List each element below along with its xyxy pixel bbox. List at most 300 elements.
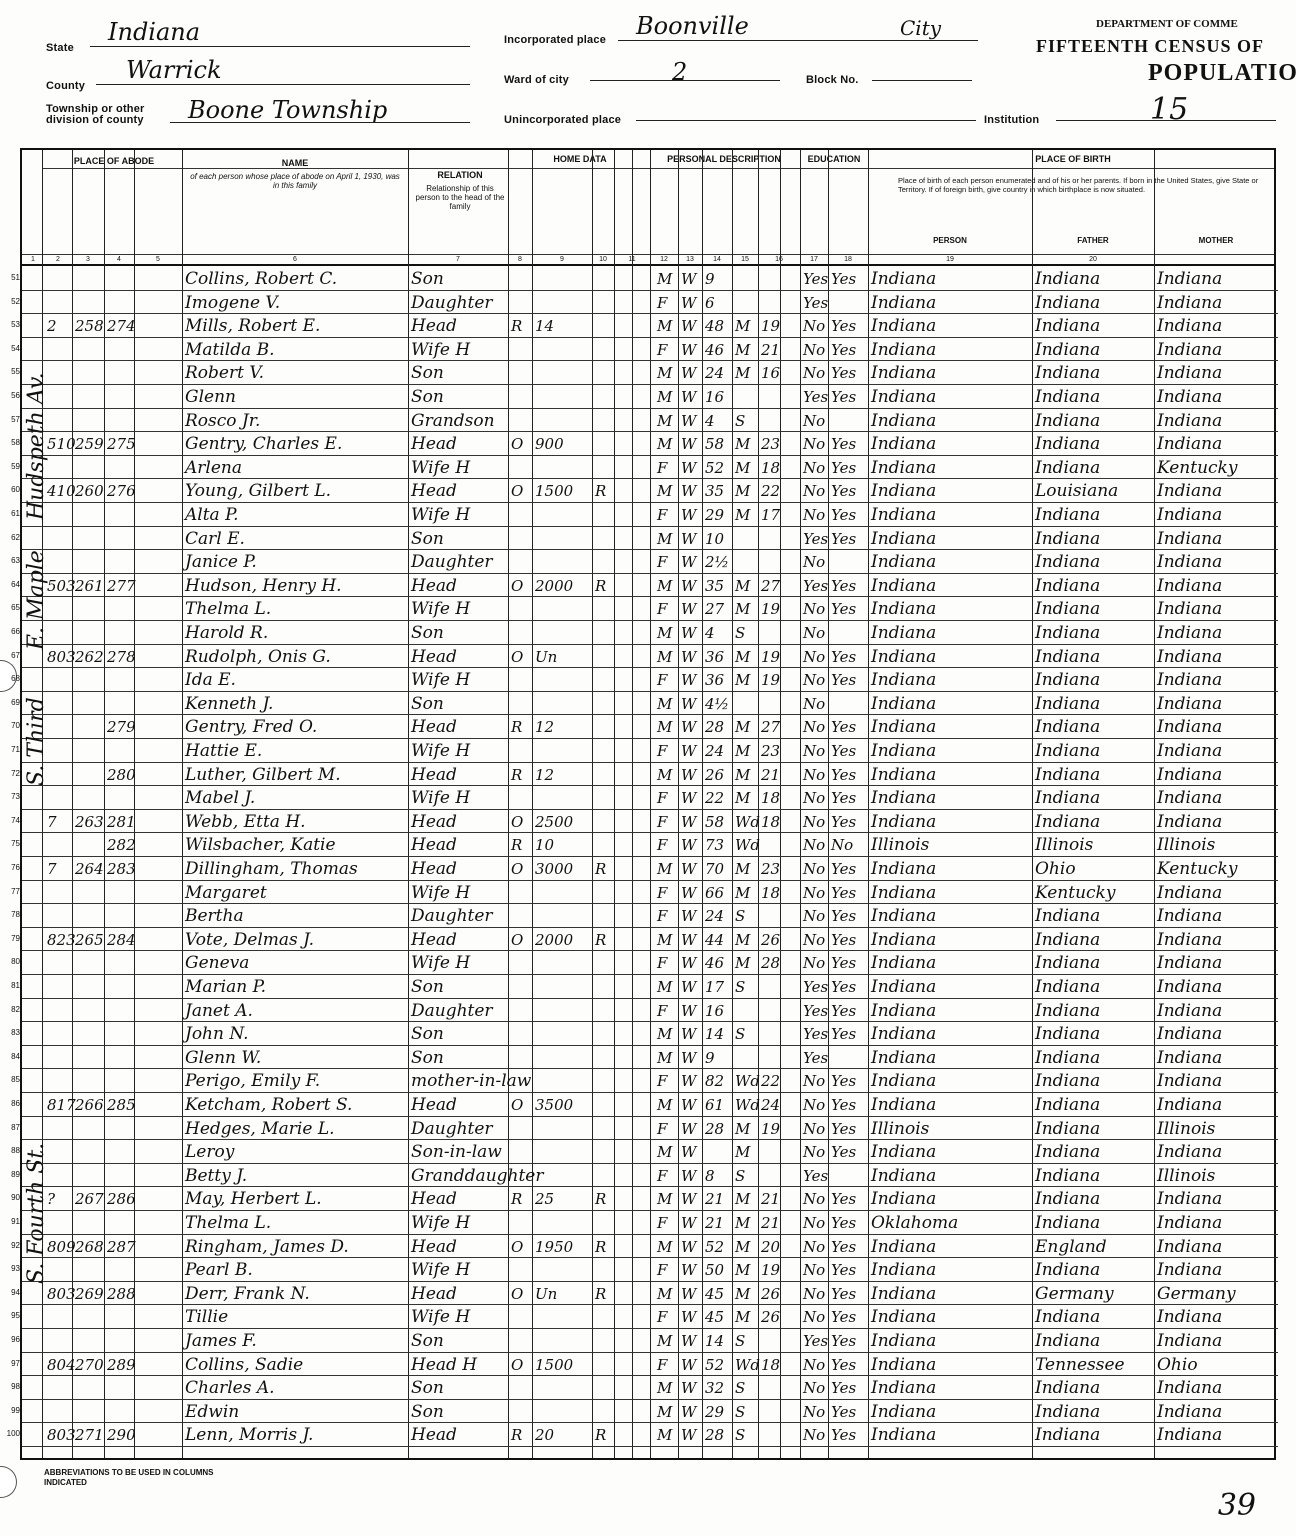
name-cell: Bertha xyxy=(185,906,244,927)
age-married-cell: 20 xyxy=(761,1237,781,1256)
name-cell: Ida E. xyxy=(185,670,236,691)
value-cell xyxy=(535,549,591,573)
family-cell: 286 xyxy=(107,1190,136,1209)
dwelling-cell xyxy=(75,360,103,384)
name-cell: Mills, Robert E. xyxy=(185,316,321,337)
abbreviations-footer xyxy=(20,1462,1276,1536)
marital-cell: M xyxy=(735,482,751,501)
radio-cell: R xyxy=(595,930,607,949)
birth-cell: Indiana xyxy=(871,670,937,691)
line-number: 65 xyxy=(11,603,20,613)
father-cell: Indiana xyxy=(1035,434,1101,455)
birth-cell: Indiana xyxy=(871,1189,937,1210)
marital-cell xyxy=(735,384,757,408)
line-number: 96 xyxy=(11,1335,20,1344)
table-row xyxy=(11,337,1278,361)
father-cell: Indiana xyxy=(1035,269,1101,289)
radio-cell xyxy=(595,1210,613,1234)
read-cell: Yes xyxy=(831,600,857,619)
radio-cell xyxy=(595,431,613,455)
radio-cell xyxy=(595,1328,613,1352)
race-cell: W xyxy=(681,1332,697,1350)
line-number: 79 xyxy=(11,933,20,943)
punch-hole xyxy=(0,1466,17,1498)
school-cell: No xyxy=(803,1284,826,1303)
father-cell: Indiana xyxy=(1035,575,1101,596)
name-cell: Glenn W. xyxy=(185,1047,262,1068)
birth-column-desc: Place of birth of each person enumerated and of his or her parents. If born in the United States, give State or Territory. If of foreign birth, give country in which birthplace is now situated. xyxy=(898,176,1259,194)
marital-cell: S xyxy=(735,1025,746,1044)
marital-cell: M xyxy=(735,1261,751,1280)
family-cell xyxy=(107,408,133,432)
age-cell: 4½ xyxy=(705,694,730,713)
mother-cell: Illinois xyxy=(1157,1165,1216,1186)
house-cell xyxy=(47,1068,71,1092)
father-cell: Indiana xyxy=(1035,1000,1101,1021)
read-cell: Yes xyxy=(831,270,857,288)
line-number: 56 xyxy=(11,391,20,400)
radio-cell xyxy=(595,408,613,432)
name-cell: Janet A. xyxy=(185,1000,253,1021)
dwelling-cell: 262 xyxy=(75,647,104,666)
line-number: 77 xyxy=(11,886,20,896)
table-row xyxy=(11,1304,1278,1328)
read-cell: Yes xyxy=(831,458,857,477)
house-cell: 2 xyxy=(47,317,57,336)
name-cell: John N. xyxy=(185,1024,249,1045)
race-cell: W xyxy=(681,765,697,784)
family-cell: 277 xyxy=(107,576,136,595)
relation-cell: Wife H xyxy=(411,670,471,691)
read-cell: Yes xyxy=(831,954,857,973)
house-cell: 803 xyxy=(47,1284,76,1303)
relation-cell: Head H xyxy=(411,1354,478,1375)
house-cell xyxy=(47,360,71,384)
name-cell: Glenn xyxy=(185,387,236,407)
tenure-cell xyxy=(511,502,531,526)
radio-cell xyxy=(595,950,613,974)
house-cell xyxy=(47,974,71,998)
read-cell: Yes xyxy=(831,718,857,737)
value-cell xyxy=(535,1163,591,1187)
dwelling-cell xyxy=(75,1399,103,1423)
father-cell: Louisiana xyxy=(1035,481,1119,502)
relation-cell: Head xyxy=(411,646,457,667)
table-row xyxy=(11,785,1278,809)
value-cell xyxy=(535,266,591,290)
family-cell xyxy=(107,880,133,904)
radio-cell xyxy=(595,644,613,668)
age-married-cell xyxy=(761,691,779,715)
name-cell: Betty J. xyxy=(185,1165,248,1186)
birth-cell: Indiana xyxy=(871,481,937,502)
read-cell: Yes xyxy=(831,930,857,949)
father-cell: Indiana xyxy=(1035,339,1101,360)
age-cell: 46 xyxy=(705,954,725,973)
age-married-cell: 27 xyxy=(761,576,781,595)
mother-cell: Indiana xyxy=(1157,316,1223,337)
age-cell: 16 xyxy=(705,388,725,406)
school-cell: No xyxy=(803,1190,826,1209)
sex-cell: M xyxy=(657,411,673,430)
race-cell: W xyxy=(681,718,697,737)
father-cell: Indiana xyxy=(1035,1071,1101,1092)
value-cell: 900 xyxy=(535,435,564,454)
birth-cell: Illinois xyxy=(871,835,930,856)
birth-cell: Indiana xyxy=(871,859,937,879)
tenure-cell xyxy=(511,738,531,762)
birth-cell: Indiana xyxy=(871,906,937,927)
house-cell xyxy=(47,1399,71,1423)
mother-cell: Indiana xyxy=(1157,906,1223,927)
mother-cell: Indiana xyxy=(1157,646,1223,667)
name-cell: Hattie E. xyxy=(185,741,263,761)
line-number: 69 xyxy=(11,697,20,707)
table-row xyxy=(11,998,1278,1022)
school-cell: No xyxy=(803,1119,826,1138)
house-cell xyxy=(47,408,71,432)
sex-cell: F xyxy=(657,812,668,831)
mother-cell: Indiana xyxy=(1157,693,1223,714)
tenure-cell xyxy=(511,1304,531,1328)
mother-cell: Indiana xyxy=(1157,929,1223,950)
birth-cell: Indiana xyxy=(871,977,937,997)
mother-cell: Germany xyxy=(1157,1283,1236,1304)
name-cell: Pearl B. xyxy=(185,1260,253,1281)
school-cell: No xyxy=(803,317,826,336)
header-rule xyxy=(42,168,1274,169)
table-row xyxy=(11,1399,1278,1423)
marital-cell: M xyxy=(735,883,751,902)
census-table xyxy=(6,148,1276,1460)
column-number: 8 xyxy=(518,256,522,263)
school-cell: Yes xyxy=(803,388,829,406)
family-cell xyxy=(107,455,133,479)
marital-cell: Wd xyxy=(735,1096,761,1114)
house-cell xyxy=(47,1139,71,1163)
age-cell: 61 xyxy=(705,1096,725,1114)
sex-cell: F xyxy=(657,458,668,477)
line-number: 86 xyxy=(11,1099,20,1108)
dwelling-cell xyxy=(75,502,103,526)
race-cell: W xyxy=(681,1119,697,1138)
radio-cell xyxy=(595,1399,613,1423)
sex-cell: M xyxy=(657,1025,673,1044)
race-cell: W xyxy=(681,600,697,619)
value-cell xyxy=(535,903,591,927)
age-cell: 28 xyxy=(705,718,725,737)
marital-cell: M xyxy=(735,718,751,737)
school-cell: No xyxy=(803,600,826,619)
birth-cell: Illinois xyxy=(871,1118,930,1139)
age-cell: 8 xyxy=(705,1166,715,1185)
age-cell: 2½ xyxy=(705,553,730,572)
radio-cell xyxy=(595,455,613,479)
family-cell xyxy=(107,785,133,809)
state-label: State xyxy=(46,42,74,54)
sex-cell: M xyxy=(657,576,673,595)
age-cell: 10 xyxy=(705,529,725,548)
relation-cell: Son xyxy=(411,1047,444,1068)
relation-cell: Head xyxy=(411,929,457,950)
value-cell xyxy=(535,502,591,526)
marital-cell: M xyxy=(735,860,751,878)
age-married-cell: 23 xyxy=(761,860,781,878)
dwelling-cell xyxy=(75,714,103,738)
value-cell: 3000 xyxy=(535,860,574,878)
table-row xyxy=(11,644,1278,668)
value-cell xyxy=(535,526,591,550)
sex-cell: M xyxy=(657,647,673,666)
age-married-cell: 19 xyxy=(761,671,781,690)
family-cell xyxy=(107,1116,133,1140)
father-cell: Indiana xyxy=(1035,1095,1101,1115)
family-cell xyxy=(107,738,133,762)
name-cell: Mabel J. xyxy=(185,788,256,809)
read-cell: Yes xyxy=(831,812,857,831)
father-cell: Indiana xyxy=(1035,811,1101,832)
column-number: 17 xyxy=(810,256,818,263)
school-cell: No xyxy=(803,860,826,878)
race-cell: W xyxy=(681,647,697,666)
father-cell: Indiana xyxy=(1035,1189,1101,1210)
age-cell: 50 xyxy=(705,1261,725,1280)
school-cell: No xyxy=(803,907,826,926)
relation-cell: Son xyxy=(411,623,444,643)
line-number: 89 xyxy=(11,1169,20,1179)
father-cell: England xyxy=(1035,1236,1107,1257)
tenure-cell: O xyxy=(511,1096,524,1114)
relation-cell: Son xyxy=(411,693,444,714)
table-row xyxy=(11,1352,1278,1376)
race-cell: W xyxy=(681,364,697,383)
tenure-cell xyxy=(511,266,531,290)
relation-cell: Head xyxy=(411,1236,457,1257)
house-cell: 803 xyxy=(47,647,76,666)
relation-cell: Head xyxy=(411,481,457,502)
line-number: 58 xyxy=(11,438,20,448)
dwelling-cell: 258 xyxy=(75,317,104,336)
age-married-cell: 19 xyxy=(761,1261,781,1280)
mother-cell: Indiana xyxy=(1157,788,1223,809)
marital-cell: M xyxy=(735,576,751,595)
read-cell: Yes xyxy=(831,1214,857,1232)
marital-cell xyxy=(735,1045,757,1069)
father-cell: Indiana xyxy=(1035,788,1101,809)
name-cell: Vote, Delmas J. xyxy=(185,929,315,950)
sex-cell: M xyxy=(657,930,673,949)
tenure-cell xyxy=(511,1045,531,1069)
birth-cell: Indiana xyxy=(871,929,937,950)
tenure-cell xyxy=(511,360,531,384)
race-cell: W xyxy=(681,836,697,855)
dwelling-cell xyxy=(75,1328,103,1352)
name-cell: Matilda B. xyxy=(185,339,275,360)
value-cell xyxy=(535,880,591,904)
name-cell: Leroy xyxy=(185,1142,235,1163)
radio-cell xyxy=(595,1352,613,1376)
relation-cell: Son xyxy=(411,269,444,289)
sex-cell: M xyxy=(657,435,673,454)
dwelling-cell xyxy=(75,667,103,691)
value-cell xyxy=(535,1021,591,1045)
read-cell: Yes xyxy=(831,317,857,336)
birth-cell: Indiana xyxy=(871,575,937,596)
age-married-cell xyxy=(761,526,779,550)
radio-cell xyxy=(595,738,613,762)
school-cell: Yes xyxy=(803,1025,829,1044)
table-row xyxy=(11,1068,1278,1092)
table-row xyxy=(11,762,1278,786)
mother-cell: Indiana xyxy=(1157,1071,1223,1092)
radio-cell xyxy=(595,974,613,998)
school-cell: No xyxy=(803,812,826,831)
house-cell: 823 xyxy=(47,930,76,949)
mother-cell: Indiana xyxy=(1157,1307,1223,1328)
father-cell: Indiana xyxy=(1035,528,1101,549)
father-cell: Indiana xyxy=(1035,977,1101,997)
birth-cell: Indiana xyxy=(871,1142,937,1163)
dwelling-cell xyxy=(75,1045,103,1069)
column-number: 2 xyxy=(56,256,60,263)
township-label: Township or other division of county xyxy=(46,103,145,126)
school-cell: Yes xyxy=(803,1166,829,1185)
radio-cell xyxy=(595,1139,613,1163)
family-cell: 287 xyxy=(107,1237,136,1256)
age-married-cell: 27 xyxy=(761,718,781,737)
father-cell: Indiana xyxy=(1035,929,1101,950)
family-cell xyxy=(107,950,133,974)
family-cell xyxy=(107,337,133,361)
race-cell: W xyxy=(681,954,697,973)
age-cell: 24 xyxy=(705,742,725,760)
race-cell: W xyxy=(681,293,697,312)
family-cell: 281 xyxy=(107,812,136,831)
radio-cell xyxy=(595,1304,613,1328)
read-cell: Yes xyxy=(831,1237,857,1256)
dwelling-cell xyxy=(75,1375,103,1399)
mother-cell: Kentucky xyxy=(1157,859,1238,879)
age-married-cell xyxy=(761,266,779,290)
read-cell: Yes xyxy=(831,1119,857,1138)
age-cell: 22 xyxy=(705,789,725,808)
birth-cell: Indiana xyxy=(871,1071,937,1092)
age-married-cell: 17 xyxy=(761,506,781,524)
dwelling-cell: 264 xyxy=(75,860,104,878)
read-cell xyxy=(831,1045,867,1069)
relation-cell: Granddaughter xyxy=(411,1165,544,1186)
table-row xyxy=(11,927,1278,951)
dwelling-cell xyxy=(75,1163,103,1187)
dwelling-cell xyxy=(75,785,103,809)
family-cell xyxy=(107,1375,133,1399)
line-number: 91 xyxy=(11,1217,20,1226)
read-cell: Yes xyxy=(831,765,857,784)
county-value: Warrick xyxy=(126,56,222,84)
school-cell: No xyxy=(803,1355,826,1374)
family-cell: 284 xyxy=(107,930,136,949)
name-cell: Harold R. xyxy=(185,623,269,643)
age-married-cell: 18 xyxy=(761,883,781,902)
line-number: 88 xyxy=(11,1146,20,1156)
sex-cell: M xyxy=(657,624,673,642)
relation-cell: Wife H xyxy=(411,1213,471,1233)
street-name: Hudspeth Av. xyxy=(24,372,49,520)
mother-cell: Indiana xyxy=(1157,599,1223,620)
age-married-cell xyxy=(761,1021,779,1045)
radio-cell xyxy=(595,832,613,856)
marital-cell: M xyxy=(735,930,751,949)
birth-cell: Indiana xyxy=(871,1236,937,1257)
value-cell: Un xyxy=(535,1284,558,1303)
age-cell: 4 xyxy=(705,411,715,430)
dwelling-cell xyxy=(75,1116,103,1140)
read-cell: Yes xyxy=(831,506,857,524)
table-row xyxy=(11,1257,1278,1281)
relation-cell: Head xyxy=(411,1189,457,1210)
birth-cell: Indiana xyxy=(871,764,937,785)
column-number: 13 xyxy=(686,256,694,263)
race-cell: W xyxy=(681,1096,697,1114)
house-cell xyxy=(47,502,71,526)
line-number: 60 xyxy=(11,485,20,495)
race-cell: W xyxy=(681,1048,697,1067)
sex-cell: M xyxy=(657,388,673,406)
age-married-cell xyxy=(761,290,779,314)
age-cell: 21 xyxy=(705,1190,725,1209)
marital-cell: S xyxy=(735,1426,746,1445)
race-cell: W xyxy=(681,1402,697,1421)
age-married-cell xyxy=(761,998,779,1022)
dwelling-cell xyxy=(75,455,103,479)
value-cell: 2000 xyxy=(535,930,574,949)
line-number: 100 xyxy=(6,1429,20,1439)
family-cell xyxy=(107,360,133,384)
sex-cell: M xyxy=(657,694,673,713)
father-cell: Indiana xyxy=(1035,1331,1101,1351)
dwelling-cell xyxy=(75,762,103,786)
age-cell: 24 xyxy=(705,907,725,926)
marital-cell: M xyxy=(735,789,751,808)
relation-cell: Head xyxy=(411,1095,457,1115)
name-column-header: NAME xyxy=(281,158,309,168)
age-married-cell xyxy=(761,1328,779,1352)
read-cell: Yes xyxy=(831,978,857,996)
birth-cell: Indiana xyxy=(871,1354,937,1375)
marital-cell: M xyxy=(735,647,751,666)
line-number: 62 xyxy=(11,532,20,542)
read-cell: Yes xyxy=(831,1096,857,1114)
race-cell: W xyxy=(681,978,697,996)
father-cell: Indiana xyxy=(1035,741,1101,761)
value-cell xyxy=(535,1116,591,1140)
family-cell xyxy=(107,502,133,526)
marital-cell: M xyxy=(735,954,751,973)
house-cell xyxy=(47,880,71,904)
age-married-cell: 21 xyxy=(761,1214,781,1232)
read-cell: Yes xyxy=(831,1001,857,1020)
age-married-cell: 19 xyxy=(761,1119,781,1138)
radio-cell: R xyxy=(595,1237,607,1256)
age-married-cell xyxy=(761,832,779,856)
sex-cell: F xyxy=(657,671,668,690)
birth-cell: Indiana xyxy=(871,1331,937,1351)
house-cell xyxy=(47,549,71,573)
tenure-cell: R xyxy=(511,718,523,737)
name-cell: James F. xyxy=(185,1331,257,1351)
institution-rule xyxy=(1056,120,1276,121)
age-married-cell: 19 xyxy=(761,317,781,336)
